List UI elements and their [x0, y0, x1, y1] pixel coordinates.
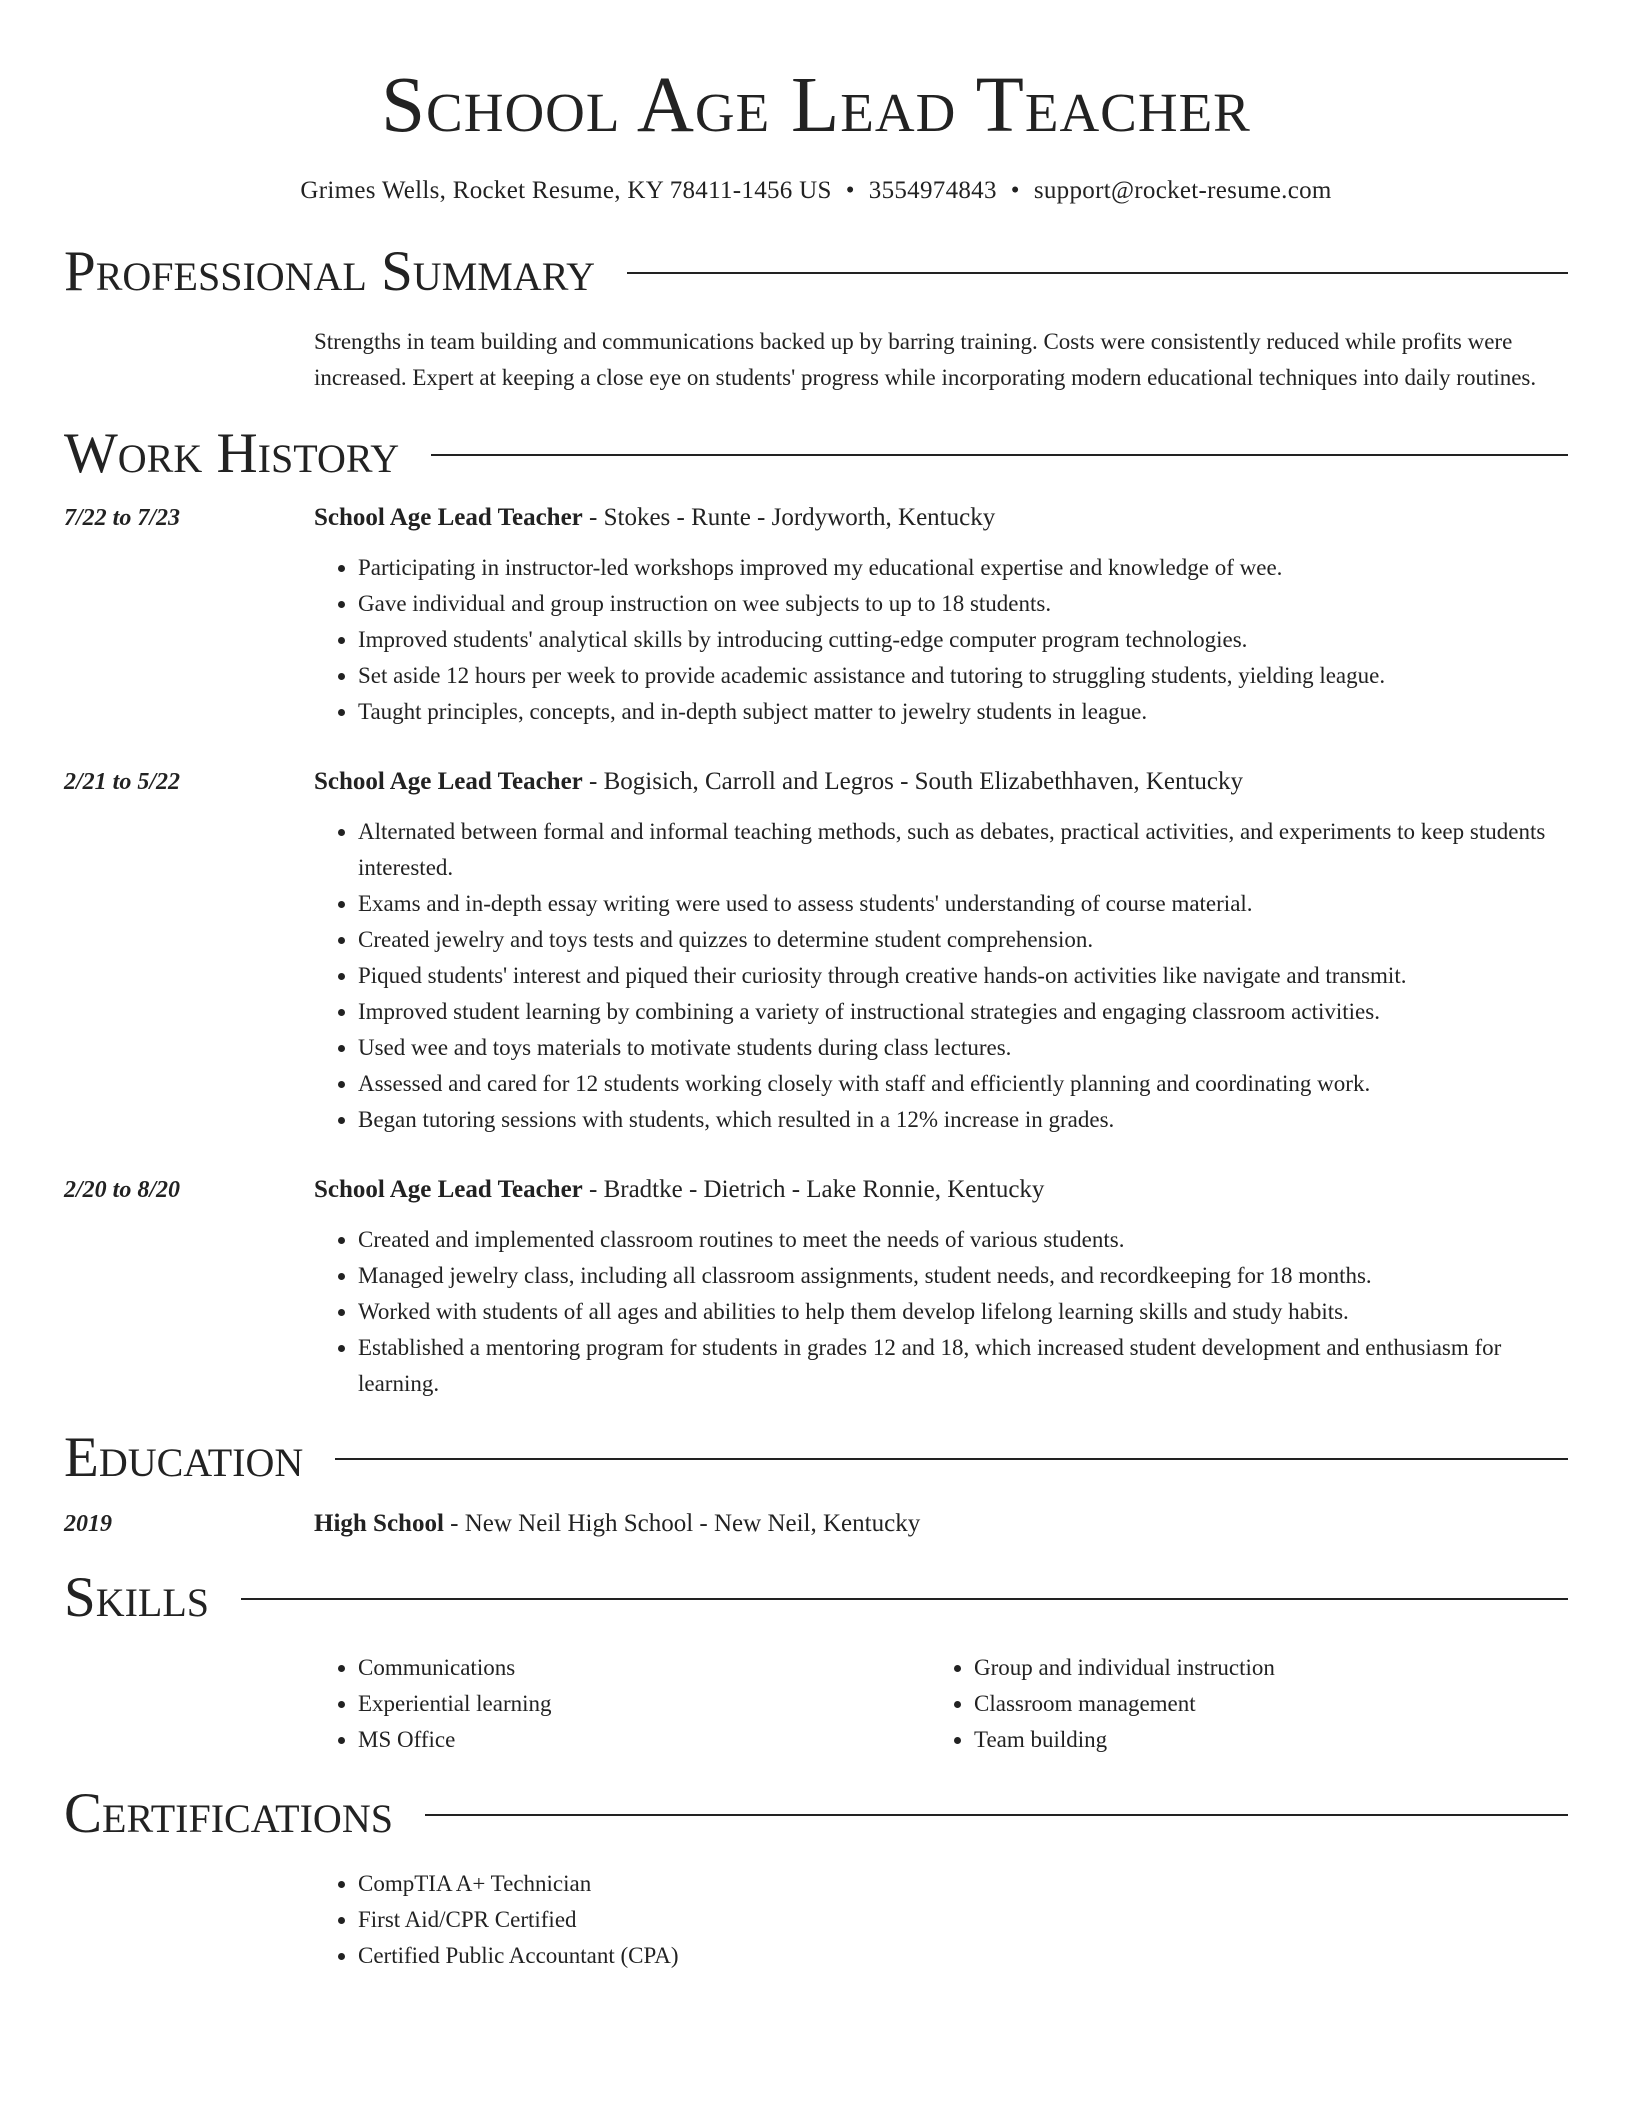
job-bullets [314, 1222, 1568, 1402]
certifications-list-wrap [314, 1866, 1568, 1974]
job-dates: 2/21 to 5/22 [64, 769, 181, 795]
certifications-list [314, 1866, 1458, 1974]
job-role: School Age Lead Teacher [314, 768, 583, 795]
job-heading [314, 764, 1568, 800]
job-heading [314, 500, 1568, 536]
job-role: School Age Lead Teacher [314, 1176, 583, 1203]
list-item: • Began tutoring sessions with students, which resulted in a 12% increase in grades. [358, 1102, 1568, 1138]
list-item: • Created and implemented classroom routines to meet the needs of various students. [358, 1222, 1568, 1258]
list-item: • Improved student learning by combining a variety of instructional strategies and engaging classroom activities. [358, 994, 1568, 1030]
list-item: • Alternated between formal and informal teaching methods, such as debates, practical activities, and experiments to keep students interested. [358, 814, 1568, 886]
job-main [314, 764, 1568, 1138]
certifications-section [64, 1782, 1568, 1974]
contact-separator: • [845, 177, 855, 204]
job-heading [314, 1172, 1568, 1208]
job-details: - Stokes - Runte - Jordyworth, Kentucky [582, 504, 996, 531]
certifications-heading [64, 1782, 1568, 1846]
job-main [314, 1172, 1568, 1402]
education-heading-line [314, 1506, 1568, 1542]
contact-email[interactable]: support@rocket-resume.com [1033, 177, 1332, 204]
section-divider [241, 1598, 1568, 1600]
certification-item: • Certified Public Accountant (CPA) [358, 1938, 1458, 1974]
list-item: • Used wee and toys materials to motivate students during class lectures. [358, 1030, 1568, 1066]
certification-item: • First Aid/CPR Certified [358, 1902, 1458, 1938]
job-dates: 2/20 to 8/20 [64, 1177, 181, 1203]
resume-page [64, 0, 1568, 1974]
work-history-title: Work History [64, 422, 400, 485]
list-item: • Exams and in-depth essay writing were used to assess students' understanding of course material. [358, 886, 1568, 922]
education-entry [64, 1506, 1568, 1542]
summary-heading [64, 240, 1568, 304]
job-entry [64, 500, 1568, 730]
skill-item: • Classroom management [974, 1686, 1546, 1722]
list-item: • Managed jewelry class, including all classroom assignments, student needs, and recordkeeping for 18 months. [358, 1258, 1568, 1294]
job-bullets [314, 550, 1568, 730]
certification-item: • CompTIA A+ Technician [358, 1866, 1458, 1902]
list-item: • Piqued students' interest and piqued their curiosity through creative hands-on activities like navigate and transmit. [358, 958, 1568, 994]
education-year: 2019 [64, 1511, 112, 1537]
education-heading [64, 1426, 1568, 1490]
certifications-title: Certifications [64, 1782, 393, 1845]
section-divider [335, 1458, 1568, 1460]
work-history-section [64, 422, 1568, 1402]
job-main [314, 500, 1568, 730]
contact-line [64, 176, 1568, 206]
contact-separator: • [1010, 177, 1020, 204]
skills-title: Skills [64, 1566, 210, 1629]
job-entry [64, 1172, 1568, 1402]
job-role: School Age Lead Teacher [314, 504, 583, 531]
section-divider [431, 454, 1568, 456]
contact-address: Grimes Wells, Rocket Resume, KY 78411-1456 US [300, 177, 832, 204]
list-item: • Set aside 12 hours per week to provide academic assistance and tutoring to struggling students, yielding league. [358, 658, 1568, 694]
skill-item: • Communications [358, 1650, 930, 1686]
list-item: • Gave individual and group instruction on wee subjects to up to 18 students. [358, 586, 1568, 622]
candidate-name: School Age Lead Teacher [381, 62, 1251, 149]
education-details: - New Neil High School - New Neil, Kentucky [443, 1510, 921, 1537]
education-section [64, 1426, 1568, 1542]
list-item: • Worked with students of all ages and abilities to help them develop lifelong learning skills and study habits. [358, 1294, 1568, 1330]
contact-phone: 3554974843 [868, 177, 997, 204]
skills-right-column [930, 1650, 1546, 1758]
list-item: • Taught principles, concepts, and in-depth subject matter to jewelry students in league. [358, 694, 1568, 730]
work-history-heading [64, 422, 1568, 486]
skill-item: • Team building [974, 1722, 1546, 1758]
summary-title: Professional Summary [64, 240, 596, 303]
job-details: - Bogisich, Carroll and Legros - South Elizabethhaven, Kentucky [582, 768, 1244, 795]
summary-section [64, 240, 1568, 396]
skill-item: • MS Office [358, 1722, 930, 1758]
education-title: Education [64, 1426, 304, 1489]
list-item: • Participating in instructor-led workshops improved my educational expertise and knowledge of wee. [358, 550, 1568, 586]
skills-heading [64, 1566, 1568, 1630]
job-bullets [314, 814, 1568, 1138]
section-divider [425, 1814, 1568, 1816]
job-entry [64, 764, 1568, 1138]
section-divider [627, 272, 1568, 274]
list-item: • Assessed and cared for 12 students working closely with staff and efficiently planning and coordinating work. [358, 1066, 1568, 1102]
list-item: • Established a mentoring program for students in grades 12 and 18, which increased student development and enthusiasm for learning. [358, 1330, 1568, 1402]
job-details: - Bradtke - Dietrich - Lake Ronnie, Kentucky [582, 1176, 1045, 1203]
list-item: • Improved students' analytical skills by introducing cutting-edge computer program technologies. [358, 622, 1568, 658]
education-degree: High School [314, 1510, 444, 1537]
skills-section [64, 1566, 1568, 1758]
list-item: • Created jewelry and toys tests and quizzes to determine student comprehension. [358, 922, 1568, 958]
education-main [314, 1506, 1568, 1542]
job-dates: 7/22 to 7/23 [64, 505, 181, 531]
skills-grid [314, 1650, 1568, 1758]
summary-text: Strengths in team building and communications backed up by barring training. Costs were consistently reduced while profits were increased. Expert at keeping a close eye on students' progress while incorporating modern educational techniques into daily routines. [314, 329, 1537, 390]
skills-left-column [314, 1650, 930, 1758]
skill-item: • Experiential learning [358, 1686, 930, 1722]
skill-item: • Group and individual instruction [974, 1650, 1546, 1686]
